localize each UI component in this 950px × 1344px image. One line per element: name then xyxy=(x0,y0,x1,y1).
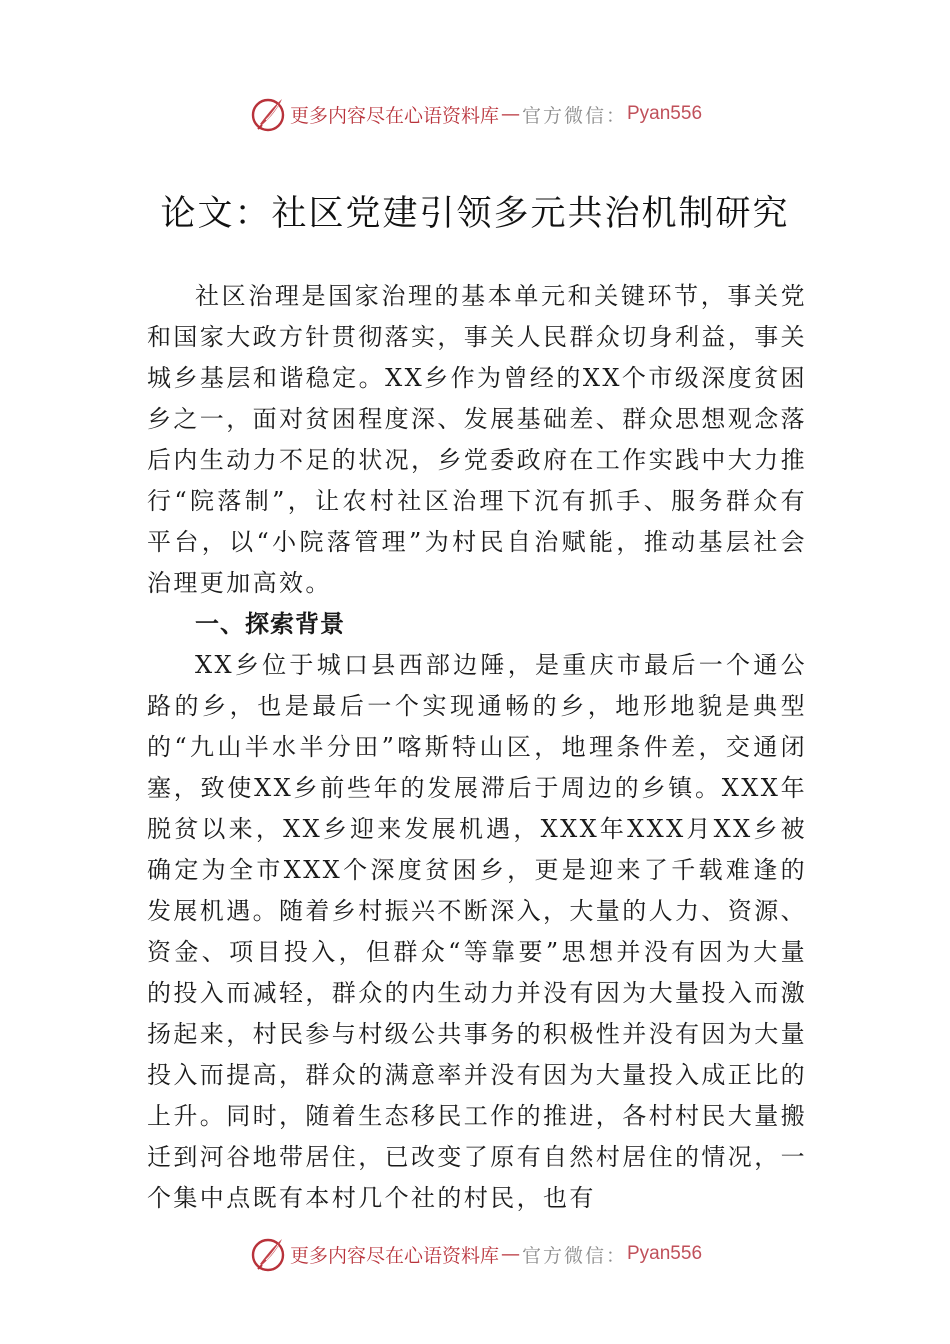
section-heading-background: 一、探索背景 xyxy=(195,610,345,638)
section-background-paragraph: XX乡位于城口县西部边陲，是重庆市最后一个通公路的乡，也是最后一个实现通畅的乡，地形地貌是典型的“九山半水半分田”喀斯特山区，地理条件差，交通闭塞，致使XX乡前些年的发展滞后于周边的乡镇。XXX年脱贫以来，XX乡迎来发展机遇，XXX年XXX月XX乡被确定为全市XXX个深度贫困乡，更是迎来了千载难逢的发展机遇。随着乡村振兴不断深入，大量的人力、资源、资金、项目投入，但群众“等靠要”思想并没有因为大量的投入而减轻，群众的内生动力并没有因为大量投入而激扬起来，村民参与村级公共事务的积极性并没有因为大量投入而提高，群众的满意率并没有因为大量投入成正比的上升。同时，随着生态移民工作的推进，各村村民大量搬迁到河谷地带居住，已改变了原有自然村居住的情况，一个集中点既有本村几个社的村民，也有 xyxy=(147,651,807,1212)
banner-library-text: 更多内容尽在心语资料库 xyxy=(289,104,499,127)
banner-wechat-label: 官方微信： xyxy=(521,104,627,127)
document-title: 论文：社区党建引领多元共治机制研究 xyxy=(160,194,790,234)
banner-wechat-id: Pyan556 xyxy=(627,1243,703,1264)
document-body xyxy=(147,276,807,1219)
banner-library-text: 更多内容尽在心语资料库 xyxy=(289,1244,499,1267)
banner-wechat-id: Pyan556 xyxy=(627,103,703,124)
intro-paragraph: 社区治理是国家治理的基本单元和关键环节，事关党和国家大政方针贯彻落实，事关人民群众切身利益，事关城乡基层和谐稳定。XX乡作为曾经的XX个市级深度贫困乡之一，面对贫困程度深、发展基础差、群众思想观念落后内生动力不足的状况，乡党委政府在工作实践中大力推行“院落制”，让农村社区治理下沉有抓手、服务群众有平台，以“小院落管理”为村民自治赋能，推动基层社会治理更加高效。 xyxy=(147,282,807,597)
footer-banner xyxy=(0,1234,950,1274)
banner-dash: — xyxy=(500,103,520,125)
banner-wechat-label: 官方微信： xyxy=(521,1244,627,1267)
banner-dash: — xyxy=(500,1243,520,1265)
quill-pen-logo-icon xyxy=(248,1234,288,1274)
header-banner xyxy=(0,94,950,134)
quill-pen-logo-icon xyxy=(248,94,288,134)
